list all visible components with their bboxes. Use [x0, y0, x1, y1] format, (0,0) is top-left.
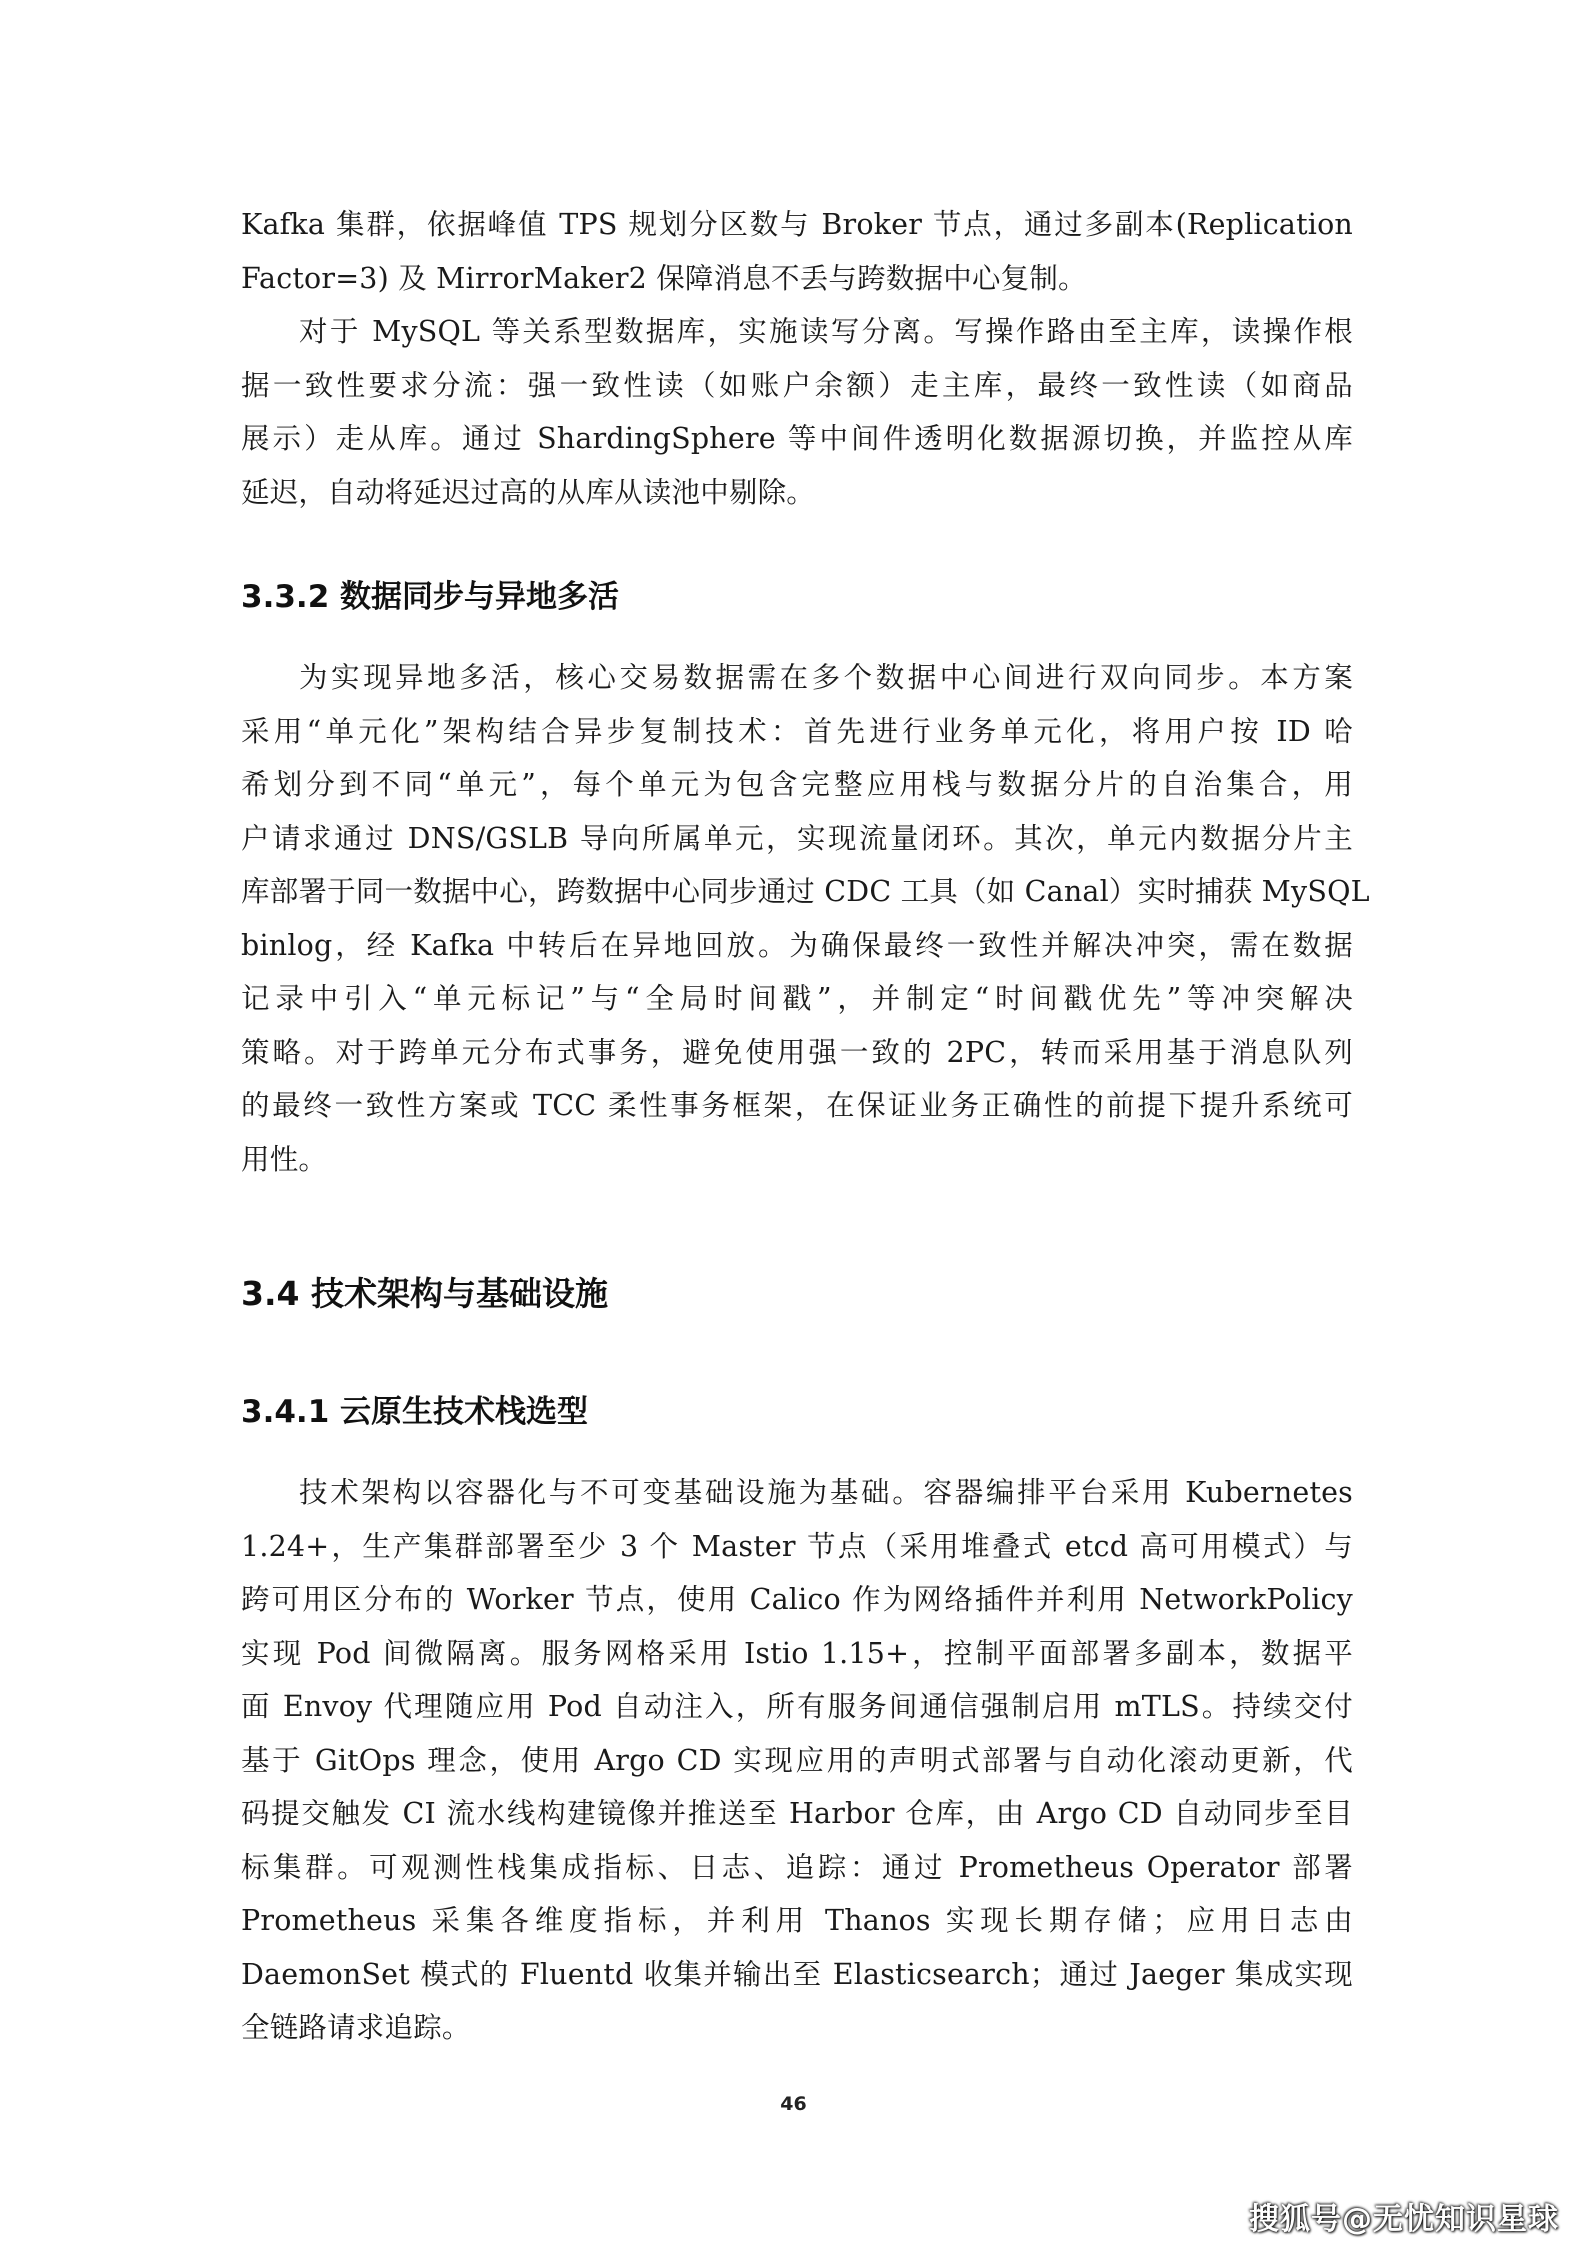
text-line: 户请求通过 DNS/GSLB 导向所属单元，实现流量闭环。其次，单元内数据分片主 [241, 821, 1353, 855]
text-line: 全链路请求追踪。 [241, 2011, 471, 2044]
text-line: 码提交触发 CI 流水线构建镜像并推送至 Harbor 仓库，由 Argo CD 自动同步至目 [241, 1797, 1353, 1830]
text-line: 据一致性要求分流：强一致性读（如账户余额）走主库，最终一致性读（如商品 [241, 368, 1353, 402]
text-line: 跨可用区分布的 Worker 节点，使用 Calico 作为网络插件并利用 NetworkPolicy [241, 1583, 1353, 1616]
text-line: 标集群。可观测性栈集成指标、日志、追踪：通过 Prometheus Operator 部署 [241, 1850, 1353, 1884]
text-line: 的最终一致性方案或 TCC 柔性事务框架，在保证业务正确性的前提下提升系统可 [241, 1089, 1353, 1122]
text-line: Factor=3) 及 MirrorMaker2 保障消息不丢与跨数据中心复制。 [241, 261, 1087, 295]
text-line: 延迟，自动将延迟过高的从库从读池中剔除。 [241, 475, 816, 509]
text-line: 实现 Pod 间微隔离。服务网格采用 Istio 1.15+，控制平面部署多副本，数据平 [241, 1636, 1353, 1670]
text-line: 1.24+，生产集群部署至少 3 个 Master 节点（采用堆叠式 etcd 高可用模式）与 [241, 1529, 1353, 1563]
text-line: 为实现异地多活，核心交易数据需在多个数据中心间进行双向同步。本方案 [299, 661, 1353, 694]
section-heading-3-3-2: 3.3.2 数据同步与异地多活 [241, 579, 620, 615]
text-line: 希划分到不同“单元”，每个单元为包含完整应用栈与数据分片的自治集合，用 [241, 768, 1353, 801]
text-line: Prometheus 采集各维度指标，并利用 Thanos 实现长期存储；应用日志由 [241, 1904, 1353, 1937]
text-line: DaemonSet 模式的 Fluentd 收集并输出至 Elasticsearch；通过 Jaeger 集成实现 [241, 1957, 1353, 1991]
text-line: 采用“单元化”架构结合异步复制技术：首先进行业务单元化，将用户按 ID 哈 [241, 714, 1353, 748]
text-line: 库部署于同一数据中心，跨数据中心同步通过 CDC 工具（如 Canal）实时捕获 MySQL [241, 875, 1370, 908]
section-heading-3-4: 3.4 技术架构与基础设施 [241, 1274, 608, 1313]
text-line: 对于 MySQL 等关系型数据库，实施读写分离。写操作路由至主库，读操作根 [299, 315, 1353, 348]
text-line: Kafka 集群，依据峰值 TPS 规划分区数与 Broker 节点，通过多副本(Replication [241, 208, 1353, 241]
paragraph-active-active [241, 651, 1370, 1186]
watermark: 搜狐号@无忧知识星球 [1249, 2202, 1559, 2237]
text-line: 面 Envoy 代理随应用 Pod 自动注入，所有服务间通信强制启用 mTLS。持续交付 [241, 1690, 1353, 1723]
text-line: 策略。对于跨单元分布式事务，避免使用强一致的 2PC，转而采用基于消息队列 [241, 1035, 1353, 1069]
text-line: 技术架构以容器化与不可变基础设施为基础。容器编排平台采用 Kubernetes [299, 1476, 1353, 1509]
text-line: 展示）走从库。通过 ShardingSphere 等中间件透明化数据源切换，并监控从库 [241, 422, 1353, 455]
paragraph-kafka [241, 198, 1353, 305]
text-line: binlog，经 Kafka 中转后在异地回放。为确保最终一致性并解决冲突，需在数据 [241, 928, 1353, 962]
page-number: 46 [780, 2093, 807, 2115]
text-line: 记录中引入“单元标记”与“全局时间戳”，并制定“时间戳优先”等冲突解决 [241, 982, 1353, 1015]
text-line: 基于 GitOps 理念，使用 Argo CD 实现应用的声明式部署与自动化滚动更新，代 [241, 1743, 1353, 1777]
text-line: 用性。 [241, 1142, 328, 1176]
paragraph-cloud-native-stack [241, 1466, 1353, 2055]
section-heading-3-4-1: 3.4.1 云原生技术栈选型 [241, 1394, 589, 1430]
paragraph-mysql-read-write [241, 305, 1353, 519]
